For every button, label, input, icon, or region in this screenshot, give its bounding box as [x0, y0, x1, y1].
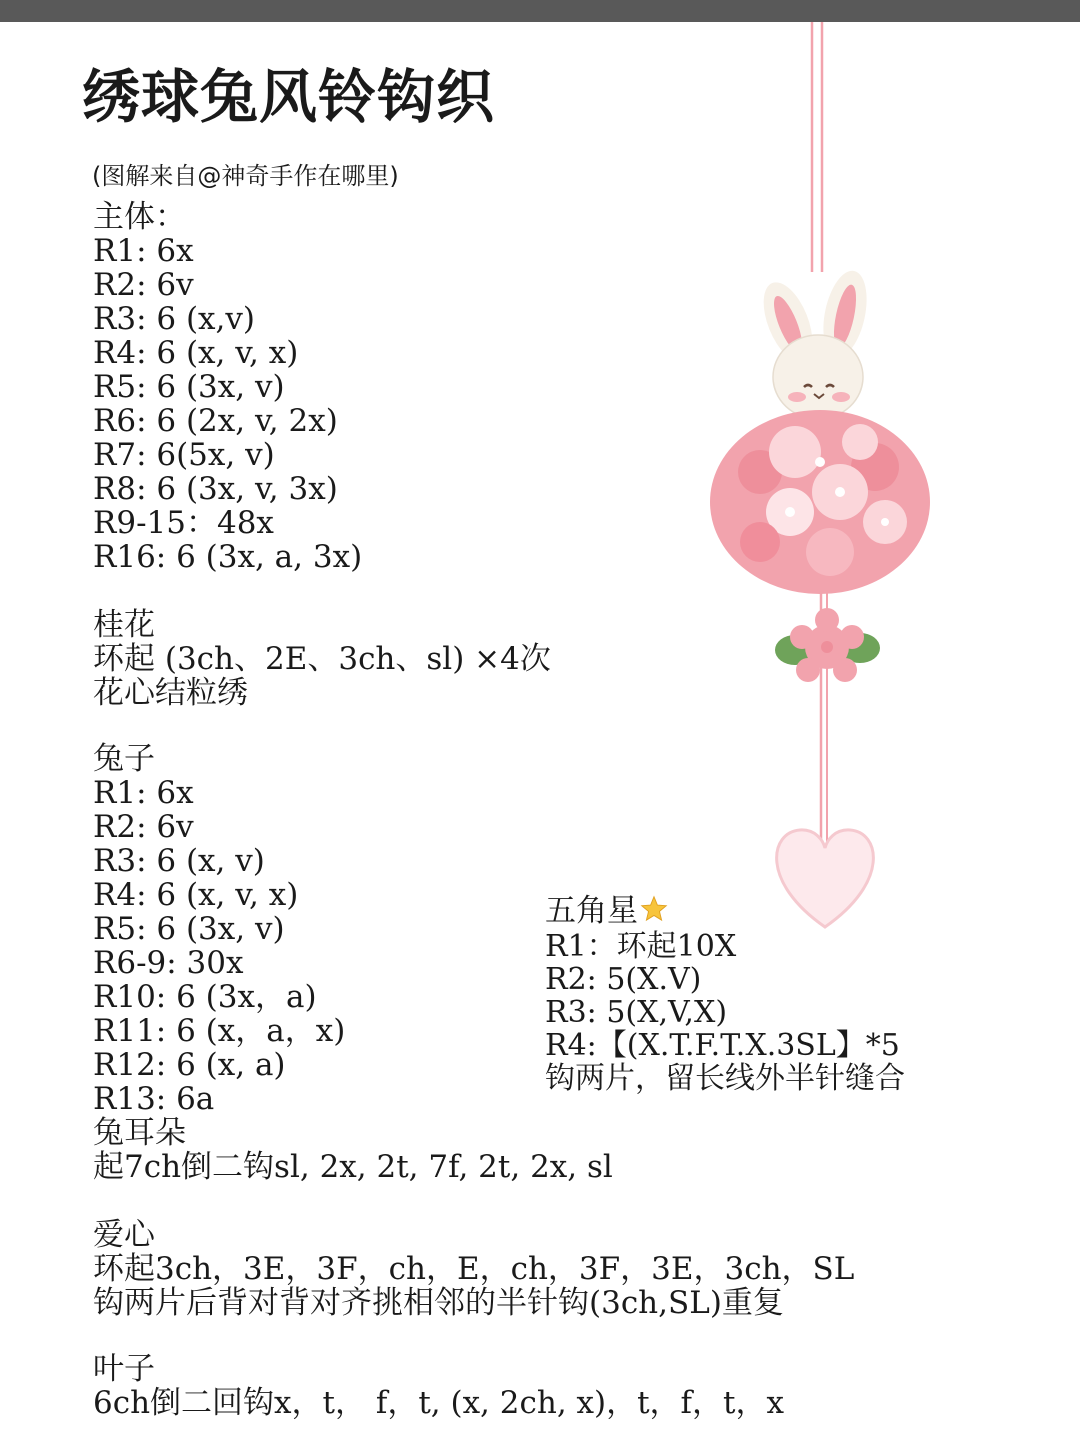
leaf-section — [93, 1352, 993, 1420]
rabbit-row: R3: 6 (x, v) — [93, 843, 265, 879]
star-row: R1：环起10X — [545, 929, 737, 964]
body-row: R5: 6 (3x, v) — [93, 369, 285, 405]
star-row: R2: 5(X.V) — [545, 962, 702, 997]
body-row: R9-15：48x — [93, 505, 274, 541]
star-icon — [640, 895, 668, 930]
body-row: R7: 6(5x, v) — [93, 437, 275, 473]
body-row: R3: 6 (x,v) — [93, 301, 255, 337]
osmanthus-heading: 桂花 — [93, 607, 155, 643]
ears-row: 起7ch倒二钩sl, 2x, 2t, 7f, 2t, 2x, sl — [93, 1149, 613, 1185]
leaf-heading: 叶子 — [93, 1351, 155, 1387]
wind-chime-photo — [700, 22, 1000, 942]
body-row: R16: 6 (3x, a, 3x) — [93, 539, 363, 575]
rabbit-heading: 兔子 — [93, 741, 155, 777]
heart-heading: 爱心 — [93, 1217, 155, 1253]
star-row: 钩两片，留长线外半针缝合 — [545, 1061, 905, 1096]
body-row: R2: 6v — [93, 267, 194, 303]
page-title: 绣球兔风铃钩织 — [82, 63, 496, 131]
rabbit-row: R10: 6 (3x，a) — [93, 979, 317, 1015]
heart-section — [93, 1218, 993, 1320]
body-row: R6: 6 (2x, v, 2x) — [93, 403, 338, 439]
credit-line: (图解来自@神奇手作在哪里) — [92, 162, 399, 190]
hydrangea-ball — [710, 410, 930, 594]
rabbit-row: R2: 6v — [93, 809, 194, 845]
osmanthus-row: 花心结粒绣 — [93, 675, 248, 711]
body-heading: 主体： — [93, 199, 186, 235]
osmanthus-row: 环起 (3ch、2E、3ch、sl) ×4次 — [93, 641, 551, 677]
heart-row: 环起3ch，3E，3F，ch，E，ch，3F，3E，3ch，SL — [93, 1251, 855, 1287]
rabbit-row: R11: 6 (x，a，x) — [93, 1013, 346, 1049]
rabbit-row: R4: 6 (x, v, x) — [93, 877, 299, 913]
star-row: R4:【(X.T.F.T.X.3SL】*5 — [545, 1028, 900, 1063]
leaf-row: 6ch倒二回钩x，t， f，t, (x, 2ch, x)，t，f，t，x — [93, 1385, 784, 1421]
ears-heading: 兔耳朵 — [93, 1115, 186, 1151]
top-bar — [0, 0, 1080, 22]
body-row: R1: 6x — [93, 233, 194, 269]
rabbit-row: R12: 6 (x, a) — [93, 1047, 286, 1083]
rabbit-row: R1: 6x — [93, 775, 194, 811]
rabbit-row: R6-9: 30x — [93, 945, 244, 981]
body-row: R8: 6 (3x, v, 3x) — [93, 471, 338, 507]
osmanthus-section — [93, 608, 653, 710]
rabbit-row: R5: 6 (3x, v) — [93, 911, 285, 947]
star-row: R3: 5(X,V,X) — [545, 995, 728, 1030]
body-row: R4: 6 (x, v, x) — [93, 335, 299, 371]
rabbit-row: R13: 6a — [93, 1081, 215, 1117]
heart-charm — [777, 830, 874, 927]
body-section — [93, 200, 653, 574]
star-heading: 五角星 — [545, 893, 638, 929]
heart-row: 钩两片后背对背对齐挑相邻的半针钩(3ch,SL)重复 — [93, 1285, 784, 1321]
rabbit-head — [773, 335, 863, 419]
